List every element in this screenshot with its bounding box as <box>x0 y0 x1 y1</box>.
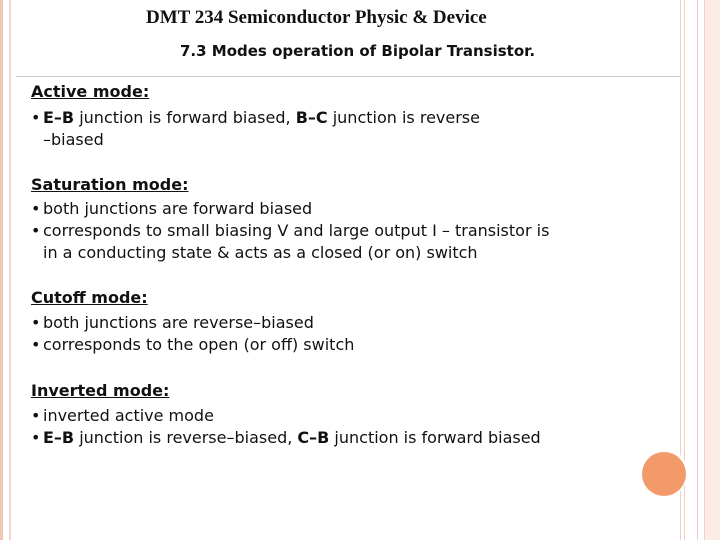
cutoff-mode-bullet-1 <box>31 312 314 334</box>
saturation-mode-bullet-1 <box>31 198 312 220</box>
bullet-dot: • <box>31 335 41 354</box>
frame-right-band <box>705 0 720 540</box>
bullet-dot: • <box>31 199 41 218</box>
bullet-text: junction is reverse–biased, <box>74 428 298 447</box>
bullet-dot: • <box>31 313 41 332</box>
cutoff-mode-heading: Cutoff mode: <box>31 288 148 307</box>
junction-label: E–B <box>43 108 75 127</box>
junction-label: C–B <box>297 428 330 447</box>
junction-label: B–C <box>295 108 328 127</box>
bullet-text: junction is forward biased <box>329 428 541 447</box>
bullet-dot: • <box>31 428 41 447</box>
inverted-mode-heading: Inverted mode: <box>31 381 170 400</box>
junction-label: E–B <box>43 428 75 447</box>
active-mode-bullet-1 <box>31 107 480 151</box>
section-title: 7.3 Modes operation of Bipolar Transistor. <box>180 42 536 60</box>
bullet-dot: • <box>31 406 41 425</box>
saturation-mode-bullet-2 <box>31 220 549 264</box>
title-divider <box>16 76 680 77</box>
frame-right-line <box>697 0 698 540</box>
active-mode-heading: Active mode: <box>31 82 150 101</box>
bullet-continuation: –biased <box>43 130 104 149</box>
bullet-text: corresponds to small biasing V and large output I – transistor is <box>43 221 550 240</box>
inverted-mode-bullet-2 <box>31 427 541 449</box>
bullet-text: both junctions are reverse–biased <box>43 313 314 332</box>
cutoff-mode-bullet-2 <box>31 334 354 356</box>
inverted-mode-bullet-1 <box>31 405 214 427</box>
course-title: DMT 234 Semiconductor Physic & Device <box>146 7 487 28</box>
bullet-text: junction is forward biased, <box>74 108 296 127</box>
bullet-dot: • <box>31 108 41 127</box>
bullet-continuation: in a conducting state & acts as a closed (or on) switch <box>43 243 478 262</box>
saturation-mode-heading: Saturation mode: <box>31 175 189 194</box>
bullet-text: junction is reverse <box>327 108 480 127</box>
bullet-dot: • <box>31 221 41 240</box>
frame-left-border <box>0 0 3 540</box>
frame-left-inner-border <box>9 0 11 540</box>
bullet-text: corresponds to the open (or off) switch <box>43 335 355 354</box>
bullet-text: both junctions are forward biased <box>43 199 313 218</box>
bullet-text: inverted active mode <box>43 406 214 425</box>
decorative-orange-dot <box>642 452 686 496</box>
